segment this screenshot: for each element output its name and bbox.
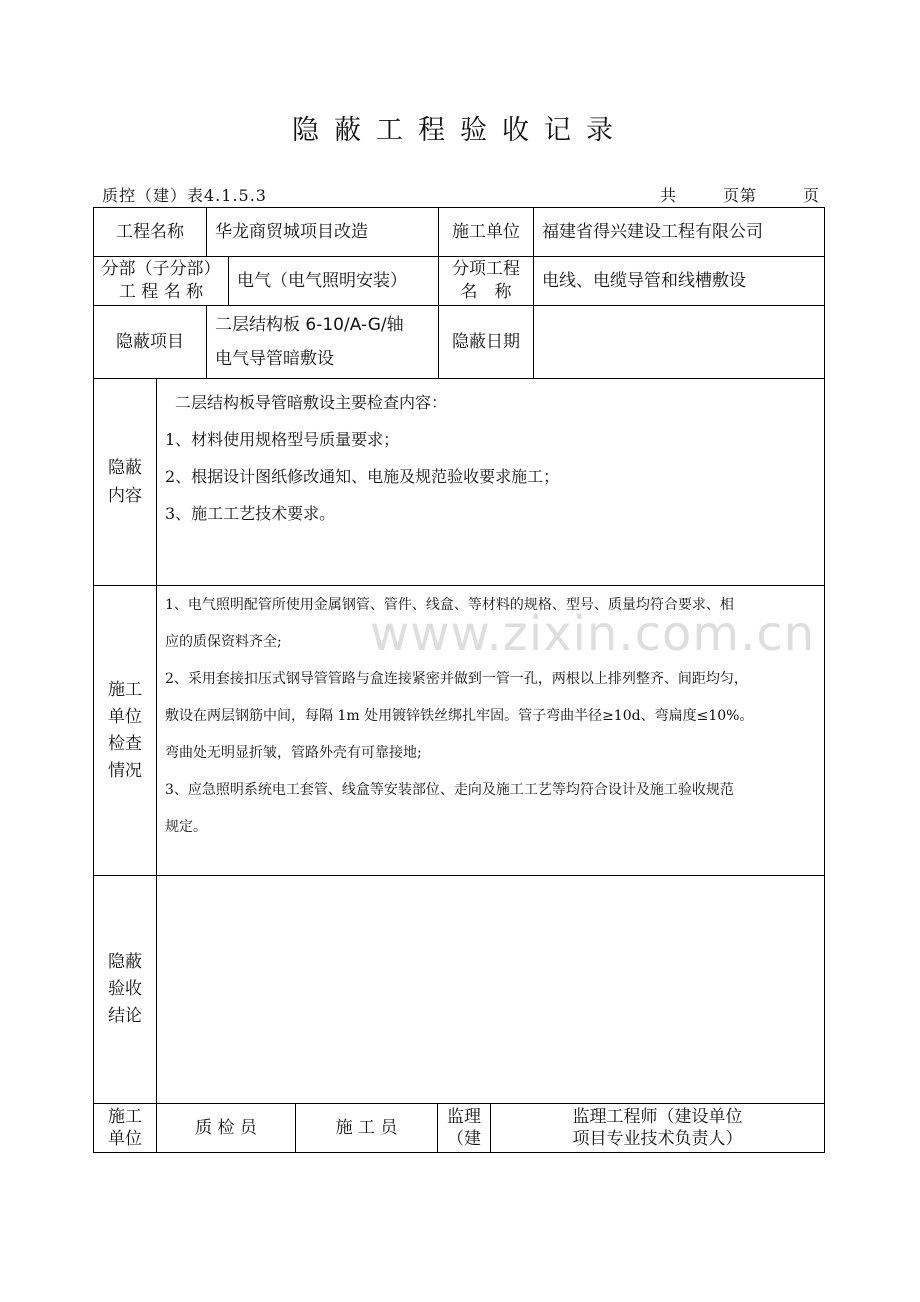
hidden-item-value [207, 306, 438, 378]
hidden-date-label: 隐蔽日期 [452, 331, 520, 352]
check-status-text [165, 587, 820, 846]
supervising-engineer-label [491, 1104, 824, 1152]
construction-unit-label: 施工单位 [452, 221, 520, 242]
subdivision-value: 电气（电气照明安装） [237, 270, 407, 291]
check-line: 2、采用套接扣压式钢导管管路与盒连接紧密并做到一管一孔，两根以上排列整齐、间距均匀， [165, 671, 748, 687]
content-line: 2、根据设计图纸修改通知、电施及规范验收要求施工； [165, 467, 560, 486]
check-line: 1、电气照明配管所使用金属钢管、管件、线盒、等材料的规格、型号、质量均符合要求、相 [165, 597, 734, 613]
page-number-label: 页第 [722, 186, 757, 205]
sub-item-label [439, 257, 533, 305]
hidden-item-value-line2: 电气导管暗敷设 [215, 349, 334, 369]
page-title: 隐蔽工程验收记录 [292, 115, 628, 146]
conclusion-area [157, 876, 824, 1103]
project-name-value: 华龙商贸城项目改造 [215, 221, 368, 242]
check-status-label [94, 586, 156, 875]
hidden-item-label: 隐蔽项目 [116, 331, 184, 352]
conclusion-label-line3: 结论 [108, 1006, 142, 1026]
construction-worker-label: 施 工 员 [335, 1117, 398, 1138]
check-status-label-line4: 情况 [108, 760, 142, 781]
content-line: 3、施工工艺技术要求。 [165, 504, 336, 523]
quality-inspector-label: 质 检 员 [195, 1117, 257, 1138]
hidden-content-label-line1: 隐蔽 [108, 458, 142, 478]
sub-item-label-line1: 分项工程 [452, 259, 520, 279]
content-line: 二层结构板导管暗敷设主要检查内容： [175, 393, 448, 412]
supervision-line2: （建 [447, 1129, 481, 1149]
check-status-label-line1: 施工 [108, 679, 142, 700]
conclusion-label-line1: 隐蔽 [108, 952, 142, 972]
footer-unit-line1: 施工 [108, 1107, 142, 1127]
sub-item-value: 电线、电缆导管和线槽敷设 [542, 270, 746, 291]
check-status-label-line3: 检查 [108, 733, 142, 754]
footer-unit-label [94, 1104, 156, 1152]
subdivision-label-line1: 分部（子分部） [101, 259, 221, 279]
footer-unit-line2: 单位 [108, 1129, 142, 1149]
check-line: 3、应急照明系统电工套管、线盒等安装部位、走向及施工工艺等均符合设计及施工验收规范 [165, 782, 734, 798]
engineer-line2: 项目专业技术负责人） [572, 1129, 743, 1149]
project-name-label: 工程名称 [116, 221, 184, 242]
check-status-label-line2: 单位 [108, 706, 142, 727]
check-line: 应的质保资料齐全; [165, 634, 282, 650]
watermark: www.zixin.com.cn [370, 606, 816, 662]
hidden-item-value-line1: 二层结构板 6-10/A-G/轴 [215, 315, 404, 335]
check-line: 敷设在两层钢筋中间，每隔 1m 处用镀锌铁丝绑扎牢固。管子弯曲半径≥10d、弯扁度≤10%。 [165, 708, 754, 724]
form-code: 质控（建）表4.1.5.3 [102, 186, 267, 205]
conclusion-label-line2: 验收 [108, 979, 142, 999]
check-line: 弯曲处无明显折皱，管路外壳有可靠接地; [165, 745, 422, 761]
hidden-content-label-line2: 内容 [108, 486, 142, 506]
construction-unit-value: 福建省得兴建设工程有限公司 [542, 221, 763, 242]
content-line: 1、材料使用规格型号质量要求； [165, 430, 400, 449]
page-total-label: 共 [660, 186, 678, 205]
check-line: 规定。 [165, 819, 207, 835]
engineer-line1: 监理工程师（建设单位 [572, 1107, 743, 1127]
conclusion-label [94, 876, 156, 1103]
page-indicator [660, 183, 820, 206]
hidden-content-label [94, 379, 156, 585]
supervision-label [438, 1104, 490, 1152]
hidden-date-value [534, 306, 824, 378]
hidden-content-text [165, 384, 815, 532]
subdivision-label [94, 257, 228, 305]
supervision-line1: 监理 [447, 1107, 481, 1127]
subdivision-label-line2: 工 程 名 称 [118, 282, 204, 302]
sub-item-label-line2: 名 称 [460, 282, 512, 302]
page-end-label: 页 [802, 186, 820, 205]
